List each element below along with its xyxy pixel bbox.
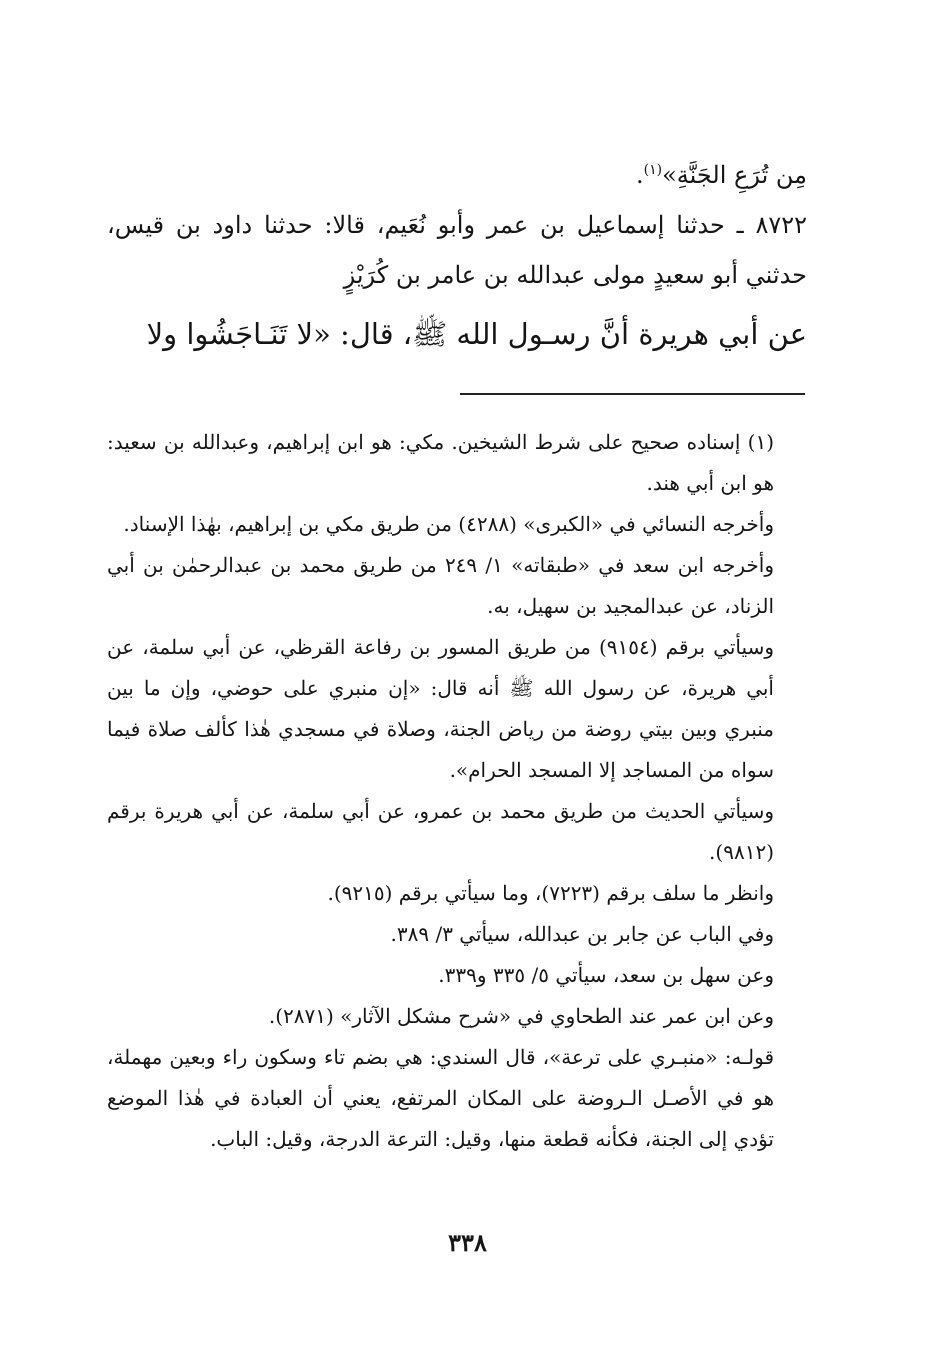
hadith-paragraph: ٨٧٢٢ ـ حدثنا إسماعيل بن عمر وأبو نُعَيم، قالا: حدثنا داود بن قيس، حدثني أبو سعيدٍ مولى عبدالله بن عامر بن كُرَيْزٍ bbox=[107, 211, 807, 289]
footnote-paragraph: وسيأتي برقم (٩١٥٤) من طريق المسور بن رفاعة القرظي، عن أبي سلمة، عن أبي هريرة، عن رسول الله ﷺ أنه قال: «إن منبري على حوضي، وإن ما بين منبري وبين بيتي روضة من رياض الجنة، وصلاة في مسجدي هٰذا كألف صلاة فيما سواه من المساجد إلا المسجد الحرام». bbox=[107, 635, 774, 782]
footnote-paragraph: وأخرجه النسائي في «الكبرى» (٤٢٨٨) من طريق مكي بن إبراهيم، بهٰذا الإسناد. bbox=[123, 512, 774, 536]
main-line-1 bbox=[107, 150, 807, 200]
footnote-paragraph: وأخرجه ابن سعد في «طبقاته» ١/ ٢٤٩ من طريق محمد بن عبدالرحمٰن بن أبي الزناد، عن عبدالمجيد بن سهيل، به. bbox=[107, 553, 775, 618]
footnote-paragraph: وفي الباب عن جابر بن عبدالله، سيأتي ٣/ ٣٨٩. bbox=[390, 922, 774, 946]
footnote-separator bbox=[460, 393, 805, 395]
footnote-marker: (١) bbox=[643, 162, 663, 178]
main-line-1-end: . bbox=[636, 161, 644, 189]
footnote-paragraph: (١) إسناده صحيح على شرط الشيخين. مكي: هو ابن إبراهيم، وعبدالله بن سعيد: هو ابن أبي هند. bbox=[107, 430, 774, 495]
footnote-paragraph: وعن ابن عمر عند الطحاوي في «شرح مشكل الآثار» (٢٨٧١). bbox=[268, 1004, 774, 1028]
footnote-paragraph: وسيأتي الحديث من طريق محمد بن عمرو، عن أبي سلمة، عن أبي هريرة برقم (٩٨١٢). bbox=[107, 799, 774, 864]
footnote-paragraph: وانظر ما سلف برقم (٧٢٢٣)، وما سيأتي برقم (٩٢١٥). bbox=[327, 881, 774, 905]
page-number: ٣٣٨ bbox=[448, 1228, 487, 1257]
footnotes bbox=[107, 422, 807, 1160]
main-text bbox=[107, 150, 807, 364]
main-line-1-text: مِن تُرَعِ الجَنَّةِ» bbox=[662, 161, 807, 189]
footnote-paragraph: قولـه: «منبـري على ترعة»، قال السندي: هي بضم تاء وسكون راء وبعين مهملة، هو في الأصـل الـروضة على المكان المرتفع، يعني أن العبادة في هٰذا الموضع تؤدي إلى الجنة، فكأنه قطعة منها، وقيل: الترعة الدرجة، وقيل: الباب. bbox=[107, 1045, 774, 1151]
hadith-line-3: عن أبي هريرة أنَّ رسـول الله ﷺ، قال: «لا تَنَـاجَشُوا ولا bbox=[146, 317, 807, 351]
footnote-paragraph: وعن سهل بن سعد، سيأتي ٥/ ٣٣٥ و٣٣٩. bbox=[438, 963, 774, 987]
